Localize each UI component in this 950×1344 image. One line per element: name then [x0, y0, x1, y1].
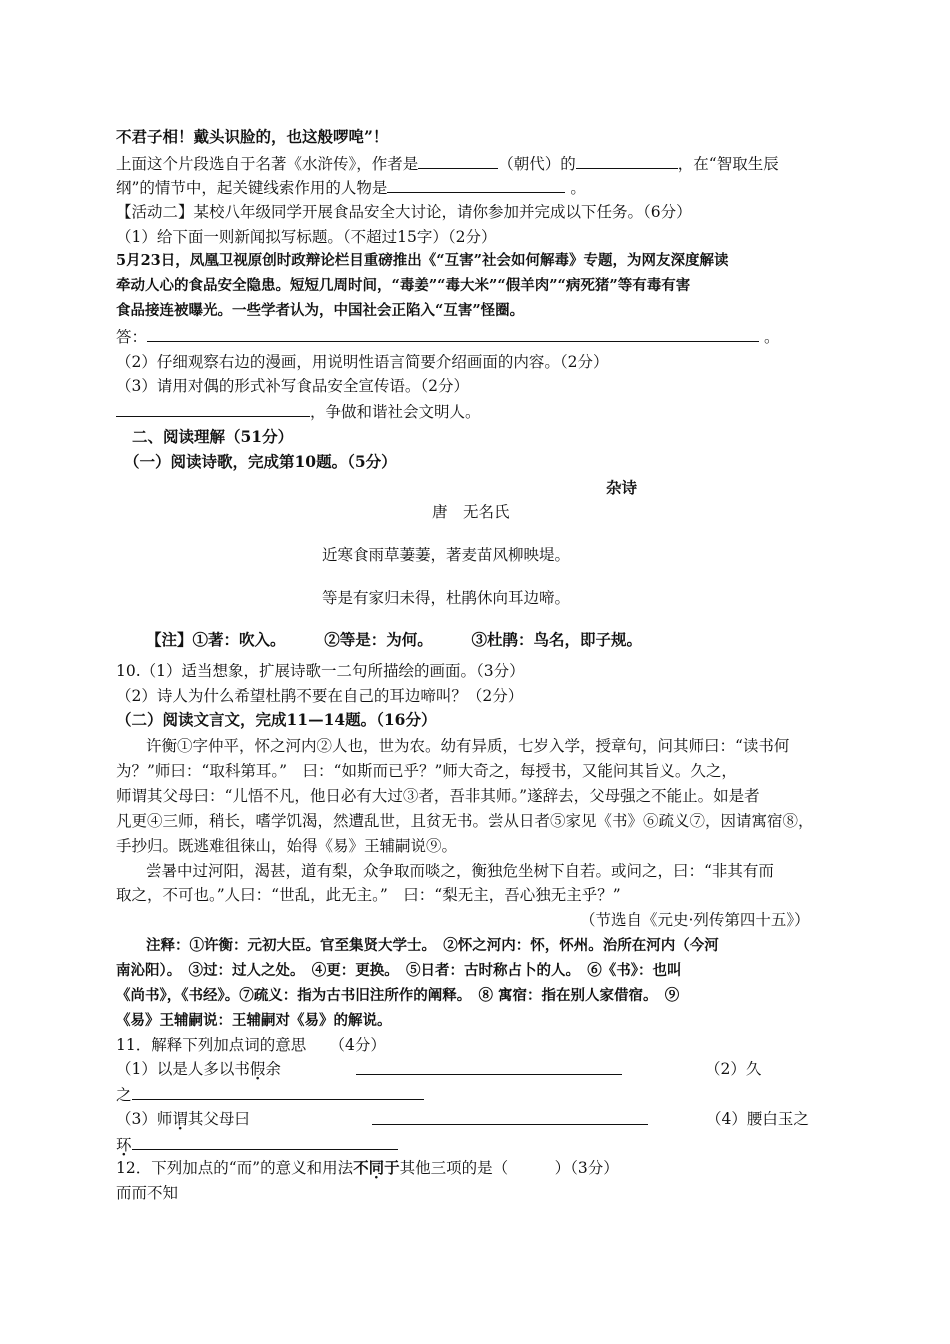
q12-option: 而而不知 [116, 1184, 179, 1202]
activity-heading: 【活动二】某校八年级同学开展食品安全大讨论，请你参加并完成以下任务。（6分） [116, 203, 692, 221]
q11-item-3: （3）师谓其父母曰 [116, 1110, 250, 1128]
q11-item-4-cont: 环 [116, 1133, 398, 1156]
author-blank[interactable] [418, 152, 498, 169]
q11-item-2: （2）久 [705, 1060, 762, 1078]
passage-line: 师谓其父母曰：“儿悟不凡，他日必有大过③者，吾非其师。”遂辞去，父母强之不能止。如是者 [116, 787, 760, 805]
poem-line: 等是有家归未得，杜鹃休向耳边啼。 [322, 589, 571, 607]
text-line: 不君子相！戴头识脸的，也这般啰唣”！ [116, 127, 389, 146]
section-heading: 二、阅读理解（51分） [132, 427, 294, 446]
passage-line: 尝暑中过河阳，渴甚，道有梨，众争取而啖之，衡独危坐树下自若。或问之，曰：“非其有而 [146, 862, 774, 880]
question-line: （2）诗人为什么希望杜鹃不要在自己的耳边啼叫？（2分） [116, 687, 524, 705]
question-line: （2）仔细观察右边的漫画，用说明性语言简要介绍画面的内容。（2分） [116, 353, 609, 371]
passage-line: 手抄归。既逃难徂徕山，始得《易》王辅嗣说⑨。 [116, 837, 458, 855]
annotation-line: 南沁阳）。 ③过：过人之处。 ④更：更换。 ⑤日者：古时称占卜的人。 ⑥《书》：也叫 [116, 962, 682, 979]
question-line: （3）请用对偶的形式补写食品安全宣传语。（2分） [116, 377, 469, 395]
passage-source: （节选自《元史·列传第四十五》） [580, 911, 810, 929]
name-blank[interactable] [576, 152, 678, 169]
annotation-line: 注释：①许衡：元初大臣。官至集贤大学士。 ②怀之河内：怀，怀州。治所在河内（今河 [146, 937, 719, 954]
passage-line: 许衡①字仲平，怀之河内②人也，世为农。幼有异质，七岁入学，授章句，问其师曰：“读书何 [146, 737, 790, 755]
news-text: 食品接连被曝光。一些学者认为，中国社会正陷入“互害”怪圈。 [116, 302, 525, 319]
news-text: 5月23日，凤凰卫视原创时政辩论栏目重磅推出《“互害”社会如何解毒》专题，为网友深度解读 [116, 252, 729, 269]
q11-answer-blank-3[interactable] [372, 1108, 648, 1125]
q11-answer-blank-4[interactable] [132, 1133, 398, 1150]
question-line: 12．下列加点的“而”的意义和用法不同于其他三项的是（ ）（3分） [116, 1158, 619, 1177]
news-text: 牵动人心的食品安全隐患。短短几周时间，“毒姜”“毒大米”“假羊肉”“病死猪”等有毒有害 [116, 277, 691, 294]
subsection-heading: （二）阅读文言文，完成11—14题。（16分） [116, 710, 437, 729]
poem-title: 杂诗 [606, 478, 638, 497]
passage-line: 为？”师曰：“取科第耳。” 曰：“如斯而已乎？”师大奇之，每授书，又能问其旨义。久之， [116, 762, 737, 780]
passage-line: 取之，不可也。”人曰：“世乱，此无主。” 曰：“梨无主，吾心独无主乎？” [116, 886, 621, 904]
question-line: 10.（1）适当想象，扩展诗歌一二句所描绘的画面。（3分） [116, 662, 525, 680]
annotation-line: 《易》王辅嗣说：王辅嗣对《易》的解说。 [116, 1012, 392, 1029]
fill-question-line: 纲”的情节中，起关键线索作用的人物是 。 [116, 176, 586, 199]
q11-answer-blank-1[interactable] [356, 1058, 622, 1075]
fill-question-line: 上面这个片段选自于名著《水浒传》，作者是 （朝代）的 ，在“智取生辰 [116, 152, 779, 175]
slogan-blank[interactable] [116, 400, 310, 417]
q11-item-4: （4）腰白玉之 [706, 1110, 809, 1128]
poem-author: 唐 无名氏 [432, 503, 510, 521]
answer-line: 答： 。 [116, 325, 779, 348]
q11-item-1: （1）以是人多以书假余 [116, 1060, 281, 1078]
q11-item-2-cont: 之 [116, 1083, 424, 1106]
question-line: 11．解释下列加点词的意思 （4分） [116, 1036, 386, 1054]
character-blank[interactable] [387, 176, 565, 193]
passage-line: 凡更④三师，稍长，嗜学饥渴，然遭乱世，且贫无书。尝从日者⑤家见《书》⑥疏义⑦，因请寓宿⑧， [116, 812, 814, 830]
poem-line: 近寒食雨草萋萋，著麦苗风柳映堤。 [322, 546, 571, 564]
poem-note: 【注】①著：吹入。 ②等是：为何。 ③杜鹃：鸟名，即子规。 [146, 630, 643, 649]
annotation-line: 《尚书》，《书经》。⑦疏义：指为古书旧注所作的阐释。 ⑧ 寓宿：指在别人家借宿。 ⑨ [116, 987, 680, 1004]
subsection-heading: （一）阅读诗歌，完成第10题。（5分） [124, 452, 397, 471]
q11-answer-blank-2[interactable] [132, 1083, 424, 1100]
question-line: （1）给下面一则新闻拟写标题。（不超过15字）（2分） [116, 228, 497, 246]
slogan-line: ，争做和谐社会文明人。 [116, 400, 481, 423]
answer-blank[interactable] [147, 325, 759, 342]
